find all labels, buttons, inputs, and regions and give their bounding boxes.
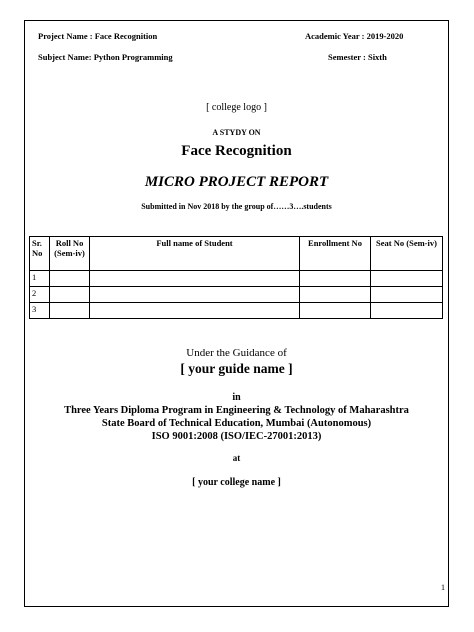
college-name-placeholder: [ your college name ] [192,477,281,488]
table-cell [90,287,300,303]
table-cell: 1 [30,271,50,287]
in-label: in [232,392,241,403]
project-name: Project Name : Face Recognition [38,31,158,41]
report-title: MICRO PROJECT REPORT [144,174,329,190]
college-logo-placeholder: [ college logo ] [206,102,267,113]
report-page-border [24,20,449,607]
institution-line-3: ISO 9001:2008 (ISO/IEC-27001:2013) [151,431,322,442]
study-label: A STYDY ON [212,128,261,137]
page-number: 1 [441,583,445,592]
at-label: at [232,453,241,463]
table-cell [371,271,443,287]
submitted-line: Submitted in Nov 2018 by the group of……3….students [141,202,332,211]
column-header-sr-no: Sr. No [30,237,50,271]
guide-name-placeholder: [ your guide name ] [180,361,293,376]
column-header-roll-no: Roll No (Sem-iv) [50,237,90,271]
column-header-seat-no: Seat No (Sem-iv) [371,237,443,271]
column-header-enrollment-no: Enrollment No [300,237,371,271]
guidance-label: Under the Guidance of [186,347,287,359]
table-header-row [30,237,443,271]
table-cell [50,287,90,303]
subject-name: Subject Name: Python Programming [38,52,173,62]
table-cell [300,271,371,287]
table-cell [300,303,371,319]
institution-line-1: Three Years Diploma Program in Engineering & Technology of Maharashtra [64,405,409,416]
table-cell: 3 [30,303,50,319]
academic-year: Academic Year : 2019-2020 [305,31,404,41]
institution-line-2: State Board of Technical Education, Mumbai (Autonomous) [101,418,372,429]
table-cell [90,271,300,287]
table-cell [371,303,443,319]
table-cell [300,287,371,303]
table-cell [371,287,443,303]
table-row [30,287,443,303]
students-table [29,236,443,319]
semester: Semester : Sixth [328,52,387,62]
table-row [30,303,443,319]
table-row [30,271,443,287]
table-cell [90,303,300,319]
table-cell: 2 [30,287,50,303]
project-title: Face Recognition [181,143,292,159]
table-cell [50,271,90,287]
column-header-full-name: Full name of Student [90,237,300,271]
table-cell [50,303,90,319]
